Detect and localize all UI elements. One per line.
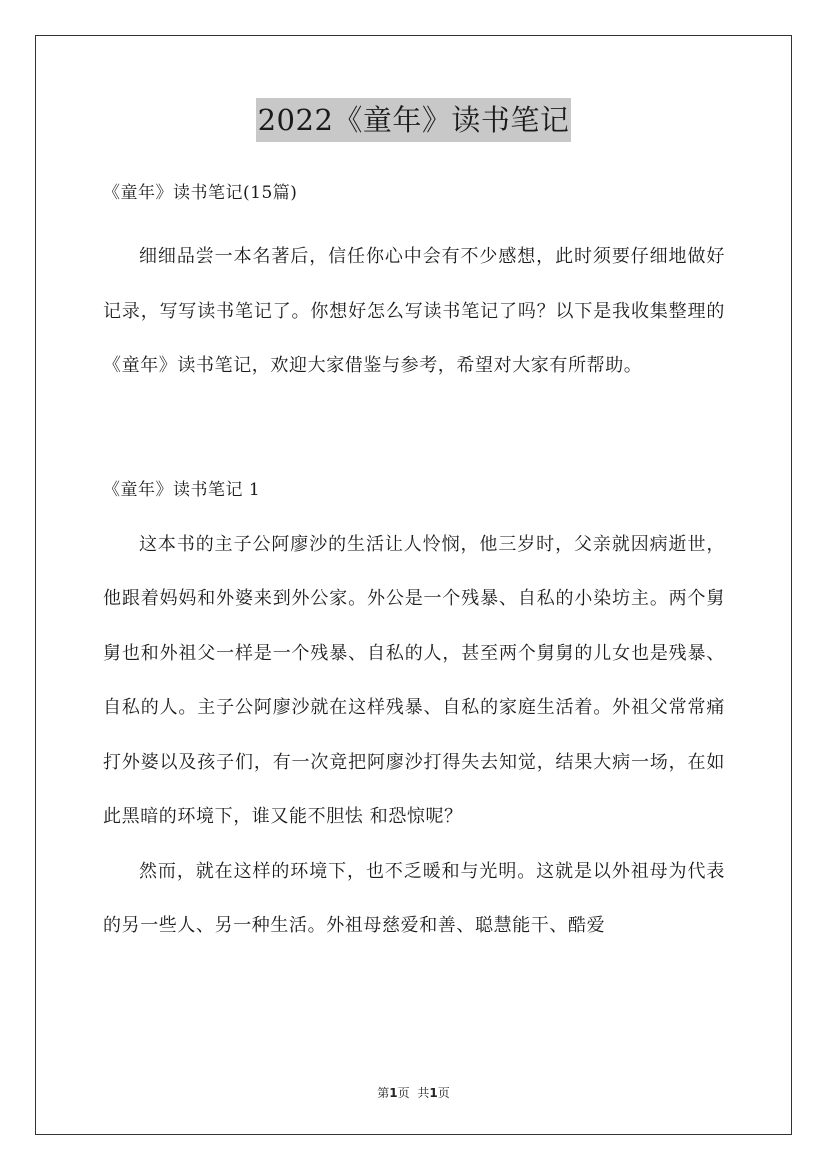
title-container xyxy=(0,98,827,142)
document-subtitle: 《童年》读书笔记(15篇) xyxy=(103,183,298,203)
page-footer xyxy=(0,1083,827,1103)
footer-page-number: 1 xyxy=(389,1086,398,1100)
footer-page-prefix: 第 xyxy=(377,1086,390,1100)
document-body xyxy=(103,175,725,954)
section-paragraph-1: 这本书的主子公阿廖沙的生活让人怜悯，他三岁时，父亲就因病逝世，他跟着妈妈和外婆来到外公家。外公是一个残暴、自私的小染坊主。两个舅舅也和外祖父一样是一个残暴、自私的人，甚至两个舅舅的儿女也是残暴、自私的人。主子公阿廖沙就在这样残暴、自私的家庭生活着。外祖父常常痛打外婆以及孩子们，有一次竟把阿廖沙打得失去知觉，结果大病一场，在如此黑暗的环境下，谁又能不胆怯 和恐惊呢？ xyxy=(103,533,725,827)
section-heading: 《童年》读书笔记 1 xyxy=(103,479,261,500)
footer-total-prefix: 共 xyxy=(417,1086,430,1100)
intro-paragraph: 细细品尝一本名著后，信任你心中会有不少感想，此时须要仔细地做好记录，写写读书笔记了。你想好怎么写读书笔记了吗？以下是我收集整理的《童年》读书笔记，欢迎大家借鉴与参考，希望对大家有所帮助。 xyxy=(103,246,725,376)
footer-total-pages: 1 xyxy=(429,1086,438,1100)
footer-total-suffix: 页 xyxy=(437,1086,450,1100)
document-title: 2022《童年》读书笔记 xyxy=(256,98,572,142)
section-paragraph-2: 然而，就在这样的环境下，也不乏暖和与光明。这就是以外祖母为代表的另一些人、另一种生活。外祖母慈爱和善、聪慧能干、酷爱 xyxy=(103,860,725,936)
footer-page-suffix: 页 xyxy=(397,1086,410,1100)
